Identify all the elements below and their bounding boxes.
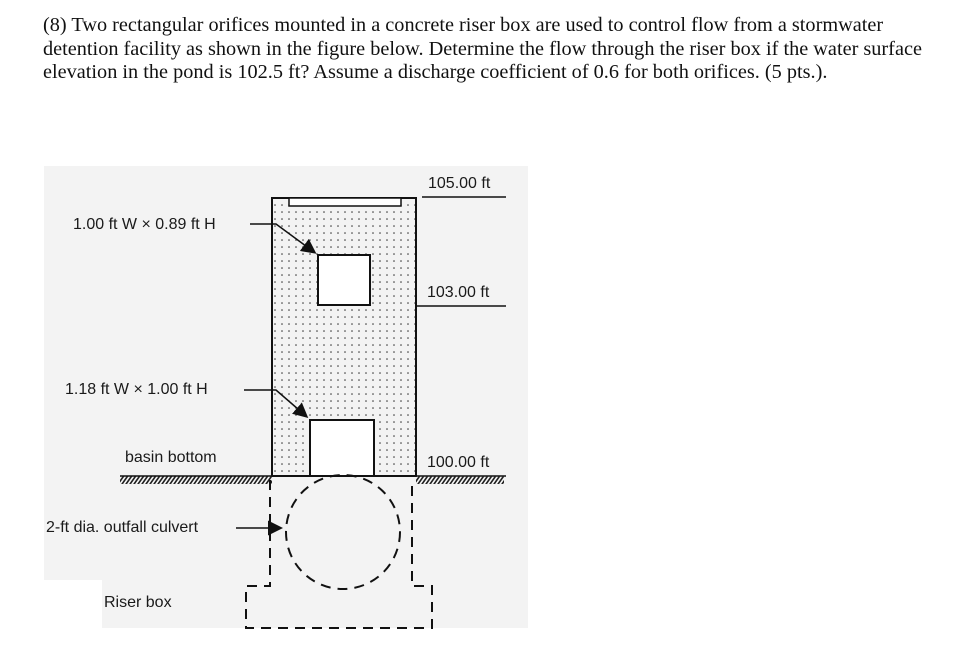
elevation-label-bottom: 100.00 ft — [427, 454, 490, 471]
elevation-label-mid: 103.00 ft — [427, 284, 490, 301]
problem-statement: (8) Two rectangular orifices mounted in a concrete riser box are used to control flow from a stormwater detention facility as shown in the figure below. Determine the flow through the riser box if the water surface elevation in the pond is 102.5 ft? Assume a discharge coefficient of 0.6 for both orifices. (5 pts.). — [43, 14, 922, 83]
upper-orifice-label: 1.00 ft W × 0.89 ft H — [73, 216, 216, 233]
culvert-label: 2-ft dia. outfall culvert — [46, 519, 199, 536]
basin-bottom-hatch-left — [120, 476, 272, 484]
elevation-label-top: 105.00 ft — [428, 175, 491, 192]
lower-orifice-label: 1.18 ft W × 1.00 ft H — [65, 381, 208, 398]
riser-box-below-grade — [246, 480, 432, 628]
basin-bottom-label: basin bottom — [125, 449, 217, 466]
riser-top-slab — [289, 198, 401, 206]
riser-box-label: Riser box — [104, 594, 172, 611]
basin-bottom-hatch-right — [416, 476, 504, 484]
upper-orifice — [318, 255, 370, 305]
outfall-culvert — [286, 475, 400, 589]
lower-orifice — [310, 420, 374, 476]
